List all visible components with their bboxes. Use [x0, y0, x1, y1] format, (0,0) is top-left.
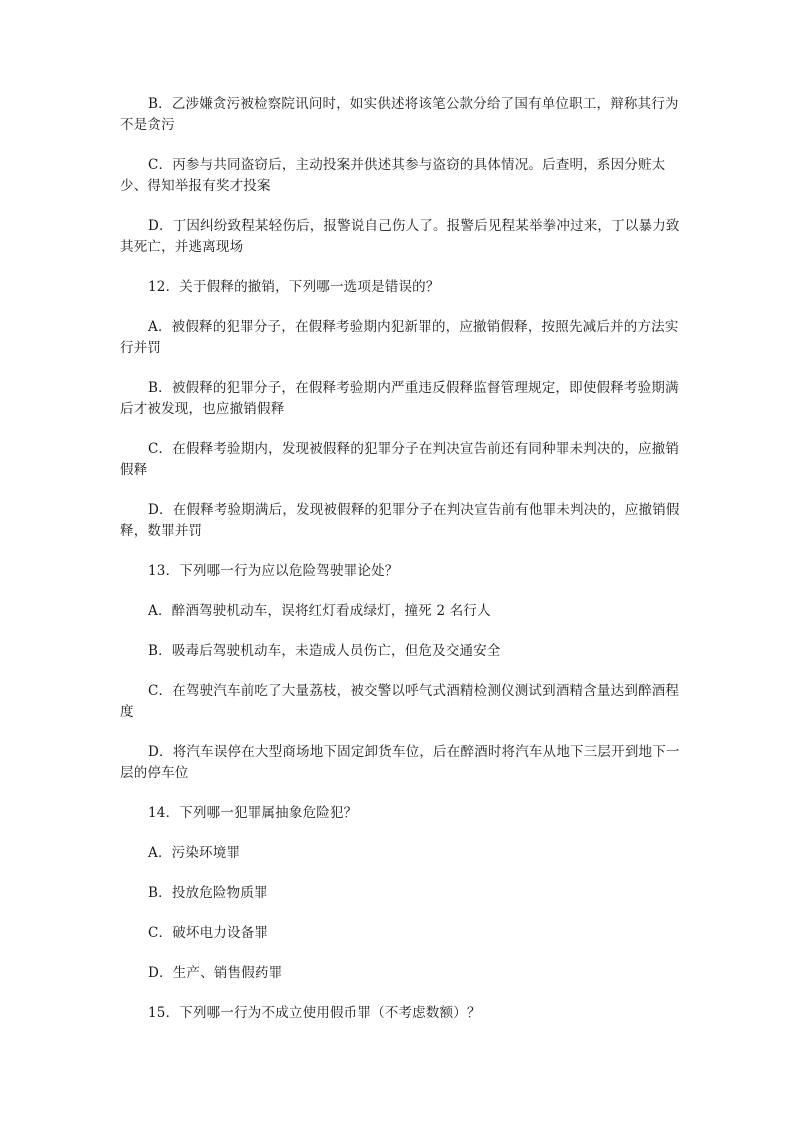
option-11b: B．乙涉嫌贪污被检察院讯问时，如实供述将该笔公款分给了国有单位职工，辩称其行为不是贪污	[120, 96, 679, 133]
option-12d: D．在假释考验期满后，发现被假释的犯罪分子在判决宣告前有他罪未判决的，应撤销假释，数罪并罚	[120, 502, 680, 539]
option-13b: B．吸毒后驾驶机动车，未造成人员伤亡，但危及交通安全	[148, 643, 501, 659]
option-12a: A．被假释的犯罪分子，在假释考验期内犯新罪的，应撤销假释，按照先减后并的方法实行并罚	[120, 319, 679, 356]
option-13d: D．将汽车误停在大型商场地下固定卸货车位，后在醉酒时将汽车从地下三层开到地下一层的停车位	[120, 744, 680, 781]
option-13a: A．醉酒驾驶机动车，误将红灯看成绿灯，撞死 2 名行人	[148, 603, 491, 619]
option-14a: A．污染环境罪	[148, 845, 241, 861]
option-12c: C．在假释考验期内，发现被假释的犯罪分子在判决宣告前还有同种罪未判决的，应撤销假释	[120, 441, 680, 478]
option-13c: C．在驾驶汽车前吃了大量荔枝，被交警以呼气式酒精检测仪测试到酒精含量达到醉酒程度	[120, 683, 680, 720]
question-15: 15．下列哪一行为不成立使用假币罪（不考虑数额）？	[148, 1005, 481, 1021]
option-14d: D．生产、销售假药罪	[148, 965, 283, 981]
option-11c: C．丙参与共同盗窃后，主动投案并供述其参与盗窃的具体情况。后查明，系因分赃太少、得知举报有奖才投案	[120, 157, 666, 194]
question-12: 12．关于假释的撤销，下列哪一选项是错误的？	[148, 279, 440, 295]
option-14b: B．投放危险物质罪	[148, 885, 268, 901]
question-13: 13．下列哪一行为应以危险驾驶罪论处？	[148, 563, 399, 579]
option-12b: B．被假释的犯罪分子，在假释考验期内严重违反假释监督管理规定，即使假释考验期满后才被发现，也应撤销假释	[120, 380, 679, 417]
question-14: 14．下列哪一犯罪属抽象危险犯？	[148, 805, 358, 821]
option-14c: C．破坏电力设备罪	[148, 925, 269, 941]
option-11d: D．丁因纠纷致程某轻伤后，报警说自己伤人了。报警后见程某举拳冲过来，丁以暴力致其死亡，并逃离现场	[120, 218, 680, 255]
document-body	[120, 94, 680, 1043]
